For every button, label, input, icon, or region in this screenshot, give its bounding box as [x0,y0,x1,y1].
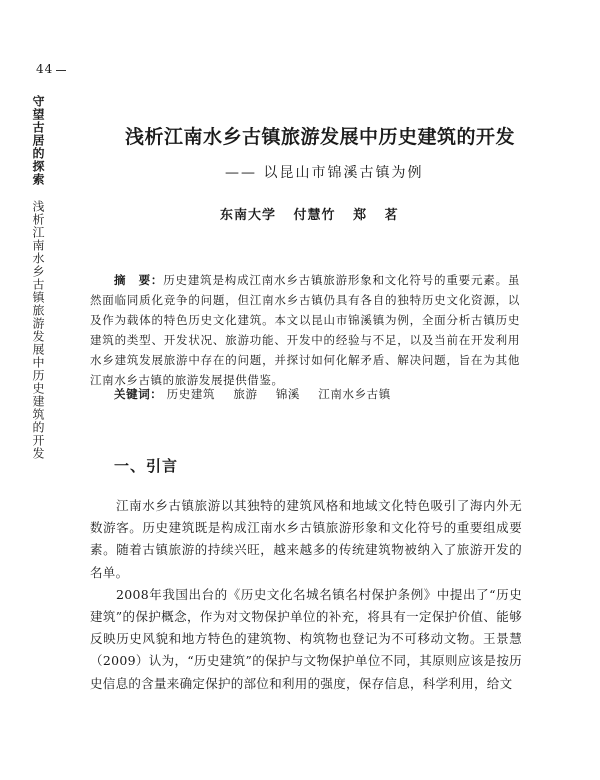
page-number: 44 [36,62,54,76]
keyword: 锦溪 [275,387,301,401]
author-name: 郑 [353,208,368,223]
side-series-title: 守望古居的探索 [31,95,45,186]
section-heading: 一、引言 [114,457,179,475]
abstract-label: 摘 要： [114,273,164,287]
paper-title: 浅析江南水乡古镇旅游发展中历史建筑的开发 [124,126,515,148]
author-name: 茗 [384,208,399,223]
body-text [90,495,522,695]
side-paper-title: 浅析江南水乡古镇旅游发展中历史建筑的开发 [31,200,45,460]
body-paragraph: 江南水乡古镇旅游以其独特的建筑风格和地域文化特色吸引了海内外无数游客。历史建筑既是构成江南水乡古镇旅游形象和文化符号的重要组成要素。随着古镇旅游的持续兴旺，越来越多的传统建筑物被纳入了旅游开发的名单。 [90,498,522,580]
author-name: 付慧竹 [293,208,336,223]
keywords-label: 关键词： [114,387,163,401]
author-line [220,204,440,223]
keywords [114,386,514,402]
abstract [90,270,520,390]
body-paragraph: 2008年我国出台的《历史文化名城名镇名村保护条例》中提出了“历史建筑”的保护概念，作为对文物保护单位的补充，将具有一定保护价值、能够反映历史风貌和地方特色的建筑物、构筑物也登记为不可移动文物。王景慧（2009）认为，“历史建筑”的保护与文物保护单位不同，其原则应该是按历史信息的含量来确定保护的部位和利用的强度，保存信息，科学利用，给文 [90,586,522,691]
page-number-rule [56,70,66,71]
keyword: 旅游 [233,387,258,401]
paper-subtitle: —— 以昆山市锦溪古镇为例 [225,165,424,181]
keyword: 历史建筑 [166,387,216,401]
author-affiliation: 东南大学 [220,208,277,223]
keyword: 江南水乡古镇 [318,387,391,401]
abstract-text: 历史建筑是构成江南水乡古镇旅游形象和文化符号的重要元素。虽然面临同质化竞争的问题，但江南水乡古镇仍具有各自的独特历史文化资源，以及作为载体的特色历史文化建筑。本文以昆山市锦溪镇为例，全面分析古镇历史建筑的类型、开发状况、旅游功能、开发中的经验与不足，以及当前在开发利用水乡建筑发展旅游中存在的问题，并探讨如何化解矛盾、解决问题，旨在为其他江南水乡古镇的旅游发展提供借鉴。 [90,273,520,387]
